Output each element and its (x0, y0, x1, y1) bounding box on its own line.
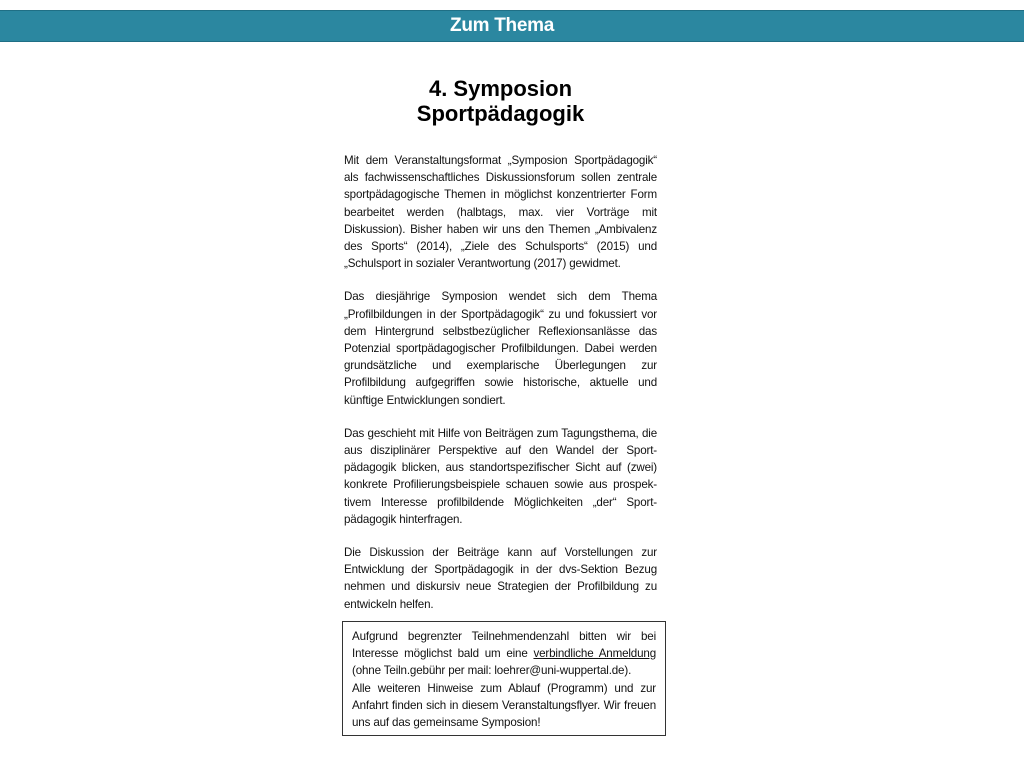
header-title: Zum Thema (450, 15, 554, 36)
document-title-line-1: 4. Symposion (428, 76, 573, 101)
registration-notice-text (352, 628, 656, 680)
paragraph-intro: Mit dem Veranstaltungsformat „Symposion Sportpädagogik“ als fachwissenschaftliches Diskussionsforum sollen zentrale sportpädagogische Themen in möglichst konzentrierter Form bearbeitet werden (halbtags, max. vier Vorträge mit Diskussion). Bisher haben wir uns den Themen „Ambivalenz des Sports“ (2014), „Ziele des Schulsports“ (2015) und „Schulsport in sozialer Verantwortung (2017) gewidmet. (344, 154, 657, 271)
paragraph-topic: Das diesjährige Symposion wendet sich dem Thema „Profilbildungen in der Sportpädagogik“ zu und fokussiert vor dem Hintergrund selbstbezüglicher Reflexionsanlässe das Potenzial sportpädagogischer Profilbildungen. Dabei werden grundsätzliche und exemplarische Überlegungen zur Profilbildung aufgegriffen sowie historische, aktuelle und künftige Entwicklungen sondiert. (344, 290, 657, 407)
header-bar (0, 10, 1024, 42)
notice-text-before-link: Aufgrund begrenzter Teilnehmendenzahl bitten wir bei Interesse möglichst bald um eine (352, 630, 656, 661)
registration-link[interactable]: verbindliche Anmeldung (533, 647, 656, 661)
registration-notice-box (342, 621, 666, 736)
notice-text-after-link: (ohne Teiln.gebühr per mail: loehrer@uni-wuppertal.de). (352, 664, 632, 678)
paragraph-contributions: Das geschieht mit Hilfe von Beiträgen zum Tagungsthema, die aus disziplinärer Perspektive auf den Wandel der Sport-pädagogik blicken, aus standortspezifischer Sicht auf (zwei) konkrete Profilierungsbeispiele schauen sowie aus prospek-tivem Interesse profilbildende Möglichkeiten „der“ Sport-pädagogik hinterfragen. (344, 426, 657, 526)
paragraph-discussion: Die Diskussion der Beiträge kann auf Vorstellungen zur Entwicklung der Sportpädagogik in der dvs-Sektion Bezug nehmen und diskursiv neue Strategien der Profilbildung zu entwickeln helfen. (344, 546, 657, 611)
document-title (344, 76, 657, 126)
document-title-line-2: Sportpädagogik (416, 101, 585, 126)
document-body (344, 76, 657, 629)
notice-info-text: Alle weiteren Hinweise zum Ablauf (Programm) und zur Anfahrt finden sich in diesem Veranstaltungsflyer. Wir freuen uns auf das gemeinsame Symposion! (352, 681, 656, 730)
